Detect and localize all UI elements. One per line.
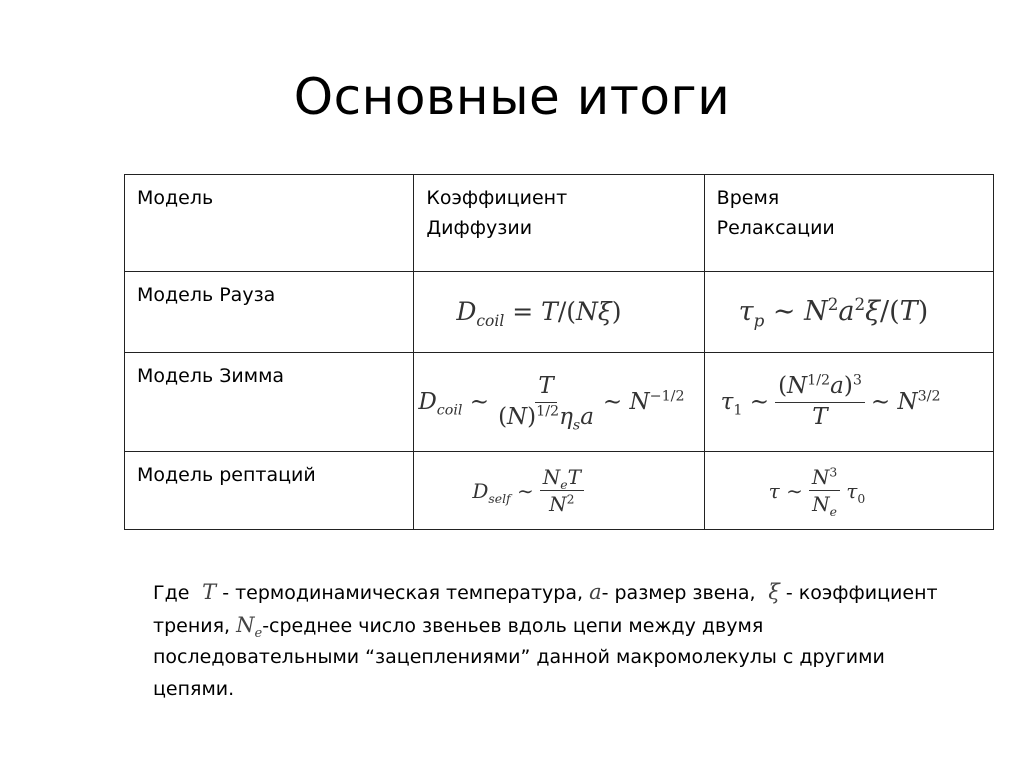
table-row <box>125 272 994 353</box>
model-name: Модель Зимма <box>137 365 285 387</box>
reptation-relaxation-formula: τ ∼ $\frac{N^3}{N_e}$ $\tau_0$ <box>768 464 866 519</box>
note-xi-desc: - коэффициент трения, <box>153 582 938 637</box>
rouse-relaxation-cell <box>704 272 993 353</box>
header-diffusion-cell <box>414 175 704 272</box>
note-t-desc: - термодинамическая температура, <box>216 582 590 604</box>
rouse-relaxation-formula: $\tau_p$ ∼ $N^2a^2\xi/(T)$ <box>738 294 929 331</box>
note-a-desc: - размер звена, <box>601 582 762 604</box>
reptation-diffusion-cell <box>414 452 704 530</box>
symbol-a: a <box>589 580 602 604</box>
header-model-cell <box>125 175 414 272</box>
note-ne-desc: -среднее число звеньев вдоль цепи между двумя последовательными “зацеплениями” данной макромолекулы с другими цепями. <box>153 614 885 700</box>
model-cell <box>125 353 414 452</box>
page-title: Основные итоги <box>293 68 731 126</box>
symbol-ne: $N_e$ <box>236 612 263 641</box>
header-relaxation-cell <box>704 175 993 272</box>
table-header-row <box>125 175 994 272</box>
table-row <box>125 452 994 530</box>
zimm-relaxation-cell <box>704 353 993 452</box>
models-summary-table <box>124 174 994 530</box>
zimm-diffusion-cell <box>414 353 704 452</box>
model-name: Модель Рауза <box>137 284 276 306</box>
header-relaxation-line1: Время <box>716 187 780 209</box>
symbol-t: T <box>195 580 217 604</box>
model-cell <box>125 272 414 353</box>
reptation-diffusion-formula: $D_{self}$ ∼ $\frac{N_eT}{N^2}$ <box>414 452 703 529</box>
reptation-relaxation-cell <box>704 452 993 530</box>
model-cell <box>125 452 414 530</box>
header-diffusion-line2: Диффузии <box>426 217 533 239</box>
zimm-diffusion-formula: $D_{coil}$ ∼ $\frac{T}{(N)^{1/2}\eta_sa}$ ∼ $N^{-1/2}$ <box>418 373 685 434</box>
header-model: Модель <box>137 187 214 209</box>
rouse-diffusion-formula: $D_{coil} = T/(N\xi)$ <box>456 297 622 330</box>
header-relaxation-line2: Релаксации <box>716 217 835 239</box>
symbol-xi: ξ <box>761 580 780 604</box>
header-diffusion-line1: Коэффициент <box>426 187 568 209</box>
rouse-diffusion-cell <box>414 272 704 353</box>
table-row <box>125 353 994 452</box>
model-name: Модель рептаций <box>137 464 316 486</box>
zimm-relaxation-formula: $\tau_1$ ∼ $\frac{(N^{1/2}a)^3}{T}$ ∼ $N^{3/2}$ <box>720 372 941 430</box>
note-prefix: Где <box>153 582 190 604</box>
notation-note <box>153 577 943 705</box>
